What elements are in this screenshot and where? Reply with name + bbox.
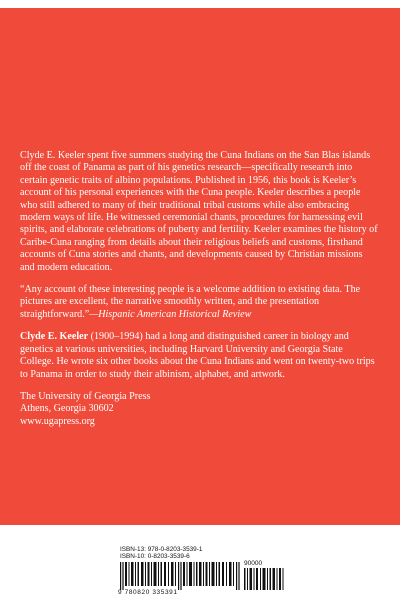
author-bio — [20, 331, 378, 381]
price-barcode-icon — [244, 568, 284, 590]
review-source: —Hispanic American Historical Review — [89, 308, 252, 320]
author-bio-text: (1900–1994) had a long and distinguished career in biology and genetics at various universities, including Harvard University and Georgia State College. He wrote six other books about the Cuna Indians and went on twenty-two trips to Panama in order to study their albinism, alphabet, and artwork. — [20, 331, 375, 380]
author-name: Clyde E. Keeler — [20, 331, 89, 343]
barcode-digits: 9 780820 335391 — [118, 589, 178, 596]
barcode-box — [112, 546, 288, 596]
price-code: 90000 — [244, 560, 263, 567]
isbn10-label: ISBN-10: 0-8203-3539-6 — [120, 553, 190, 560]
publisher-block — [20, 391, 378, 428]
top-white-band — [0, 0, 400, 8]
publisher-name: The University of Georgia Press — [20, 390, 151, 402]
cover-text — [20, 150, 378, 428]
barcode-icon — [120, 562, 240, 590]
description-paragraph: Clyde E. Keeler spent five summers studying the Cuna Indians on the San Blas islands off the coast of Panama as part of his genetics research—specifically research into certain genetic traits of albino populations. Published in 1956, this book is Keeler’s account of his personal experiences with the Cuna people. Keeler describes a people who still adhered to many of their traditional tribal customs while also embracing modern ways of life. He witnessed ceremonial chants, procedures for harnessing evil spirits, and elaborate celebrations of puberty and fertility. Keeler examines the history of Caribe-Cuna ranging from details about their religious beliefs and customs, firsthand accounts of Cuna stories and chants, and developments caused by Christian missions and modern education. — [20, 150, 378, 273]
publisher-address: Athens, Georgia 30602 — [20, 403, 114, 415]
review-quote — [20, 284, 378, 321]
isbn13-label: ISBN-13: 978-0-8203-3539-1 — [120, 546, 203, 553]
publisher-url: www.ugapress.org — [20, 415, 95, 427]
review-text: “Any account of these interesting people is a welcome addition to existing data. The pictures are excellent, the narrative smoothly written, and the presentation straightforward.” — [20, 284, 361, 320]
